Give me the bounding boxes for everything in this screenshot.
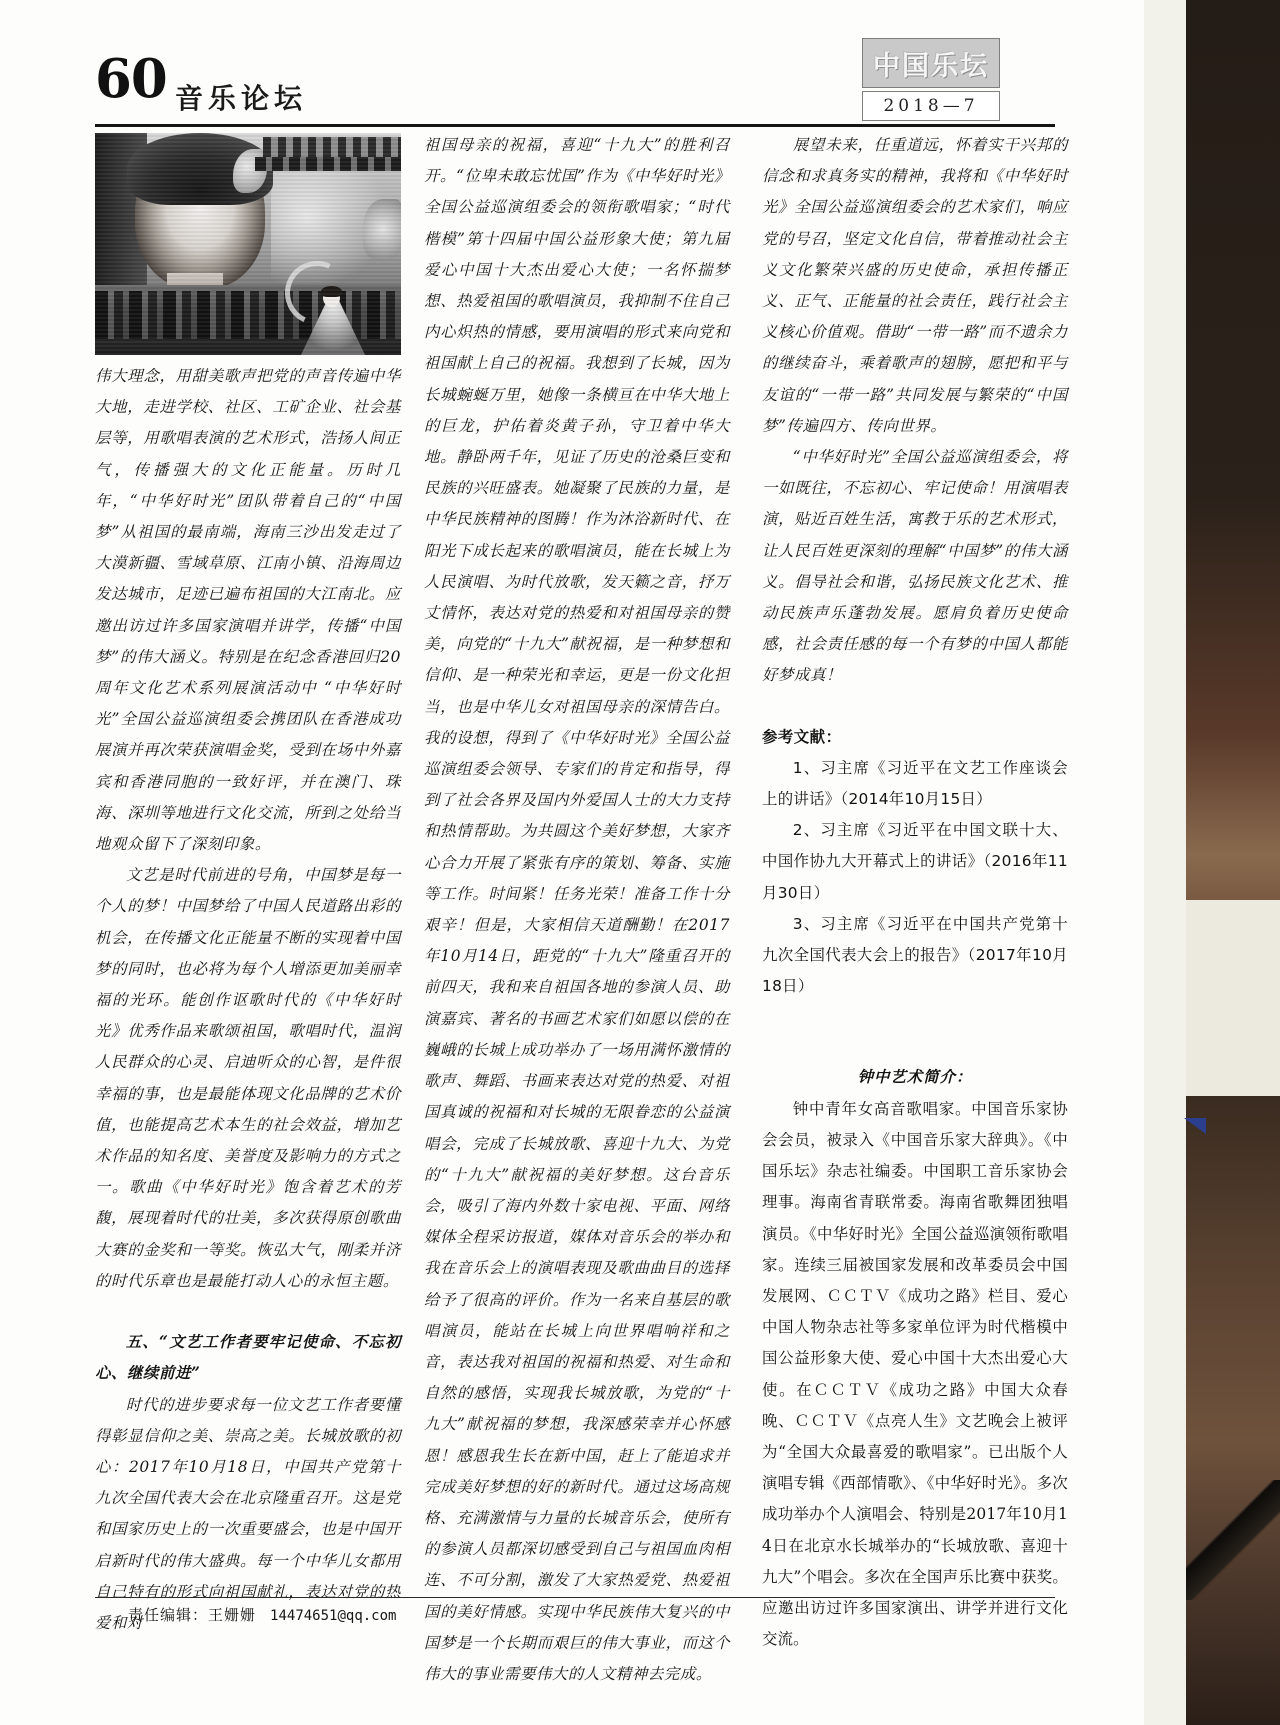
paragraph-spacer xyxy=(762,1002,1068,1032)
footer-divider-rule xyxy=(95,1597,1055,1598)
paragraph-spacer xyxy=(762,692,1068,722)
paragraph: “中华好时光”全国公益巡演组委会，将一如既往，不忘初心、牢记使命！用演唱表演，贴近百姓生活，寓教于乐的艺术形式，让人民百姓更深刻的理解“中国梦”的伟大涵义。倡导社会和谐，弘扬民族文化艺术、推动民族声乐蓬勃发展。愿肩负着历史使命感，社会责任感的每一个有梦的中国人都能好梦成真！ xyxy=(762,448,1068,685)
paragraph: 文艺是时代前进的号角，中国梦是每一个人的梦！中国梦给了中国人民道路出彩的机会，在传播文化正能量不断的实现着中国梦的同时，也必将为每个人增添更加美丽幸福的光环。能创作讴歌时代的《中华好时光》优秀作品来歌颂祖国，歌唱时代，温润人民群众的心灵、启迪听众的心智，是件很幸福的事，也是最能体现文化品牌的艺术价值，也能提高艺术本生的社会效益，增加艺术作品的知名度、美誉度及影响力的方式之一。歌曲《中华好时光》饱含着艺术的芳馥，展现着时代的壮美，多次获得原创歌曲大赛的金奖和一等奖。恢弘大气，刚柔并济的时代乐章也是最能打动人心的永恒主题。 xyxy=(95,866,401,1290)
scanner-dark-strip-top xyxy=(1186,0,1280,900)
editor-email: 14474651@qq.com xyxy=(270,1608,397,1624)
text-column-1 xyxy=(95,0,401,1639)
paragraph: 时代的进步要求每一位文艺工作者要懂得彰显信仰之美、崇高之美。长城放歌的初心：2017年10月18日，中国共产党第十九次全国代表大会在北京隆重召开。这是党和国家历史上的一次重要盛会，也是中国开启新时代的伟大盛典。每一个中华儿女都用自己特有的形式向祖国献礼，表达对党的热爱和对 xyxy=(95,1395,401,1632)
reference-item: 3、习主席《习近平在中国共产党第十九次全国代表大会上的报告》（2017年10月18日） xyxy=(762,914,1068,996)
editor-label: 责任编辑： xyxy=(128,1606,209,1624)
paragraph-spacer xyxy=(95,1297,401,1327)
paragraph: 祖国母亲的祝福，喜迎“十九大”的胜利召开。“位卑未敢忘忧国”作为《中华好时光》全国公益巡演组委会的领衔歌唱家；“时代楷模”第十四届中国公益形象大使；第九届爱心中国十大杰出爱心大使；一名怀揣梦想、热爱祖国的歌唱演员，我抑制不住自己内心炽热的情感，要用演唱的形式来向党和祖国献上自己的祝福。我想到了长城，因为长城蜿蜒万里，她像一条横亘在中华大地上的巨龙，护佑着炎黄子孙，守卫着中华大地。静卧两千年，见证了历史的沧桑巨变和民族的兴旺盛表。她凝聚了民族的力量，是中华民族精神的图腾！作为沐浴新时代、在阳光下成长起来的歌唱演员，能在长城上为人民演唱、为时代放歌，发天籁之音，抒万丈情怀，表达对党的热爱和对祖国母亲的赞美，向党的“十九大”献祝福，是一种梦想和信仰、是一种荣光和幸运，更是一份文化担当，也是中华儿女对祖国母亲的深情告白。我的设想，得到了《中华好时光》全国公益巡演组委会领导、专家们的肯定和指导，得到了社会各界及国内外爱国人士的大力支持和热情帮助。为共圆这个美好梦想，大家齐心合力开展了紧张有序的策划、筹备、实施等工作。时间紧！任务光荣！准备工作十分艰辛！但是，大家相信天道酬勤！在2017年10月14日，距党的“十九大”隆重召开的前四天，我和来自祖国各地的参演人员、助演嘉宾、著名的书画艺术家们如愿以偿的在巍峨的长城上成功举办了一场用满怀激情的歌声、舞蹈、书画来表达对党的热爱、对祖国真诚的祝福和对长城的无限眷恋的公益演唱会，完成了长城放歌、喜迎十九大、为党的“十九大”献祝福的美好梦想。这台音乐会，吸引了海内外数十家电视、平面、网络媒体全程采访报道，媒体对音乐会的举办和我在音乐会上的演唱表现及歌曲曲目的选择给予了很高的评价。作为一名来自基层的歌唱演员，能站在长城上向世界唱响祥和之音，表达我对祖国的祝福和热爱、对生命和自然的感悟，实现我长城放歌，为党的“十九大”献祝福的梦想，我深感荣幸并心怀感恩！感恩我生长在新中国，赶上了能追求并完成美好梦想的好的新时代。通过这场高规格、充满激情与力量的长城音乐会，使所有的参演人员都深切感受到自己与祖国血肉相连、不可分割，激发了大家热爱党、热爱祖国的美好情感。实现中华民族伟大复兴的中国梦是一个长期而艰巨的伟大事业，而这个伟大的事业需要伟大的人文精神去完成。 xyxy=(424,136,730,1683)
reference-item: 2、习主席《习近平在中国文联十大、中国作协九大开幕式上的讲话》（2016年11月30日） xyxy=(762,821,1068,902)
paragraph: 展望未来，任重道远，怀着实干兴邦的信念和求真务实的精神，我将和《中华好时光》全国公益巡演组委会的艺术家们，响应党的号召，坚定文化自信，带着推动社会主义文化繁荣兴盛的历史使命，承担传播正义、正气、正能量的社会责任，践行社会主义核心价值观。借助“一带一路”而不遗余力的继续奋斗，乘着歌声的翅膀，愿把和平与友谊的“一带一路”共同发展与繁荣的“中国梦”传遍四方、传向世界。 xyxy=(762,136,1068,435)
scanner-light-strip-middle xyxy=(1186,900,1280,1096)
section-title: 音乐论坛 xyxy=(175,82,308,115)
paragraph-spacer xyxy=(762,1032,1068,1062)
masthead-logo-text: 中国乐坛 xyxy=(873,50,989,82)
text-column-3 xyxy=(762,0,1068,1655)
biography-heading: 钟中艺术简介： xyxy=(857,1068,973,1087)
text-column-2 xyxy=(424,0,730,1690)
scanner-dark-strip-bottom xyxy=(1186,1096,1280,1725)
scanner-diagonal-artifact xyxy=(1186,1480,1280,1600)
footer-credit xyxy=(128,1604,396,1625)
subsection-heading: 五、“文艺工作者要牢记使命、不忘初心、继续前进” xyxy=(95,1333,401,1383)
paragraph: 伟大理念，用甜美歌声把党的声音传遍中华大地，走进学校、社区、工矿企业、社会基层等，用歌唱表演的艺术形式，浩扬人间正气，传播强大的文化正能量。历时几年，“中华好时光”团队带着自己的“中国梦”从祖国的最南端，海南三沙出发走过了大漠新疆、雪域草原、江南小镇、沿海周边发达城市，足迹已遍布祖国的大江南北。应邀出访过许多国家演唱并讲学，传播“中国梦”的伟大涵义。特别是在纪念香港回归20周年文化艺术系列展演活动中 “中华好时光”全国公益巡演组委会携团队在香港成功展演并再次荣获演唱金奖，受到在场中外嘉宾和香港同胞的一致好评，并在澳门、珠海、深圳等地进行文化交流，所到之处给当地观众留下了深刻印象。 xyxy=(95,367,401,854)
page-number: 60 xyxy=(95,48,167,110)
biography-body: 钟中青年女高音歌唱家。中国音乐家协会会员，被录入《中国音乐家大辞典》。《中国乐坛》杂志社编委。中国职工音乐家协会理事。海南省青联常委。海南省歌舞团独唱演员。《中华好时光》全国公益巡演领衔歌唱家。连续三届被国家发展和改革委员会中国发展网、ＣＣＴＶ《成功之路》栏目、爱心中国人物杂志社等多家单位评为时代楷模中国公益形象大使、爱心中国十大杰出爱心大使。在ＣＣＴＶ《成功之路》中国大众春晚、ＣＣＴＶ《点亮人生》文艺晚会上被评为“全国大众最喜爱的歌唱家”。已出版个人演唱专辑《西部情歌》、《中华好时光》。多次成功举办个人演唱会、特别是2017年10月14日在北京水长城举办的“长城放歌、喜迎十九大”个唱会。多次在全国声乐比赛中获奖。应邀出访过许多国家演出、讲学并进行文化交流。 xyxy=(762,1099,1068,1649)
editor-name: 王姗姗 xyxy=(208,1606,257,1624)
reference-item: 1、习主席《习近平在文艺工作座谈会上的讲话》（2014年10月15日） xyxy=(762,758,1068,809)
masthead-issue-text: 2018—7 xyxy=(883,96,979,116)
references-heading: 参考文献： xyxy=(762,727,842,746)
